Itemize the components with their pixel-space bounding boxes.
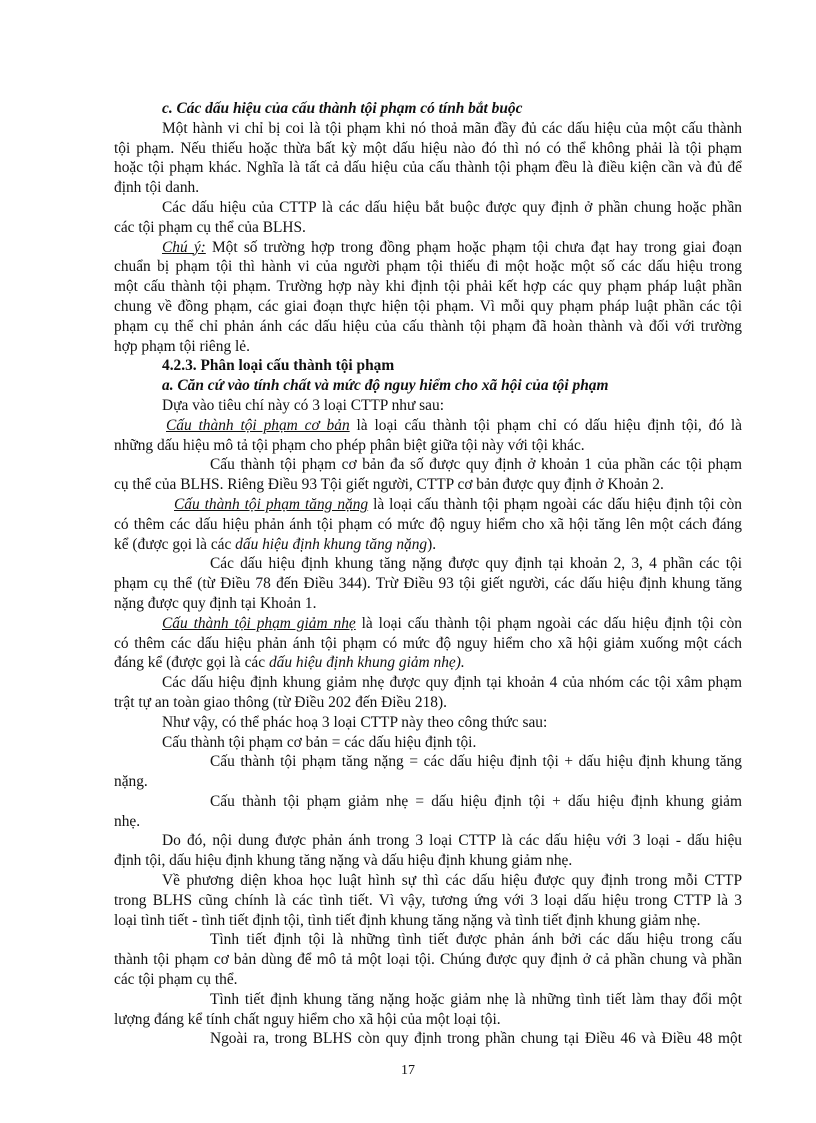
paragraph-line: Ngoài ra, trong BLHS còn quy định trong phần chung tại Điều 46 và Điều 48 một <box>210 1030 742 1048</box>
paragraph-line: có thêm các dấu hiệu phản ánh tội phạm có mức độ nguy hiểm cho xã hội giảm xuống một cách <box>114 634 742 652</box>
mitigated-signs-term: dấu hiệu định khung giảm nhẹ). <box>268 654 465 672</box>
paragraph-line: kể (được gọi là các dấu hiệu định khung tăng nặng). <box>114 535 437 553</box>
aggravated-term: Cấu thành tội phạm tăng nặng <box>174 495 369 513</box>
paragraph-line: trong BLHS cũng chính là các tình tiết. Vì vậy, tương ứng với 3 loại dấu hiệu trong CTTP là 3 <box>114 891 742 909</box>
basic-definition-line: Cấu thành tội phạm cơ bản là loại cấu thành tội phạm chỉ có dấu hiệu định tội, đó là <box>166 416 743 434</box>
aggravated-signs-term: dấu hiệu định khung tăng nặng <box>235 535 428 553</box>
formula-aggravated-cont: nặng. <box>114 773 148 791</box>
basic-term: Cấu thành tội phạm cơ bản <box>166 416 350 434</box>
paragraph-line: nặng được quy định tại Khoản 1. <box>114 594 317 612</box>
section-heading-423: 4.2.3. Phân loại cấu thành tội phạm <box>162 357 395 375</box>
formula-basic: Cấu thành tội phạm cơ bản = các dấu hiệu định tội. <box>162 733 477 751</box>
paragraph-line: hợp phạm tội riêng lẻ. <box>114 337 250 355</box>
paragraph-line: Dựa vào tiêu chí này có 3 loại CTTP như sau: <box>162 396 444 414</box>
aggravated-definition-line: Cấu thành tội phạm tăng nặng là loại cấu thành tội phạm ngoài các dấu hiệu định tội còn <box>174 495 742 513</box>
paragraph-line: đáng kể (được gọi là các dấu hiệu định khung giảm nhẹ). <box>114 654 465 672</box>
paragraph-line: Các dấu hiệu của CTTP là các dấu hiệu bắt buộc được quy định ở phần chung hoặc phần <box>162 198 742 216</box>
section-heading-a: a. Căn cứ vào tính chất và mức độ nguy hiểm cho xã hội của tội phạm <box>162 377 609 395</box>
paragraph-line: cụ thể của BLHS. Riêng Điều 93 Tội giết người, CTTP cơ bản được quy định ở Khoản 2. <box>114 476 664 494</box>
paragraph-line: Về phương diện khoa học luật hình sự thì các dấu hiệu được quy định trong mỗi CTTP <box>162 872 742 890</box>
paragraph-line: Tình tiết định khung tăng nặng hoặc giảm nhẹ là những tình tiết làm thay đổi một <box>210 990 742 1008</box>
paragraph-line: Như vậy, có thể phác hoạ 3 loại CTTP này theo công thức sau: <box>162 713 548 731</box>
paragraph-line: Do đó, nội dung được phản ánh trong 3 loại CTTP là các dấu hiệu với 3 loại - dấu hiệu <box>162 832 742 850</box>
section-heading-c: c. Các dấu hiệu của cấu thành tội phạm có tính bắt buộc <box>162 100 523 117</box>
paragraph-line: các tội phạm cụ thể của BLHS. <box>114 218 306 236</box>
mitigated-term: Cấu thành tội phạm giảm nhẹ <box>162 614 356 632</box>
mitigated-definition-line: Cấu thành tội phạm giảm nhẹ là loại cấu thành tội phạm ngoài các dấu hiệu định tội còn <box>162 614 743 632</box>
paragraph-line: Cấu thành tội phạm cơ bản đa số được quy định ở khoản 1 của phần các tội phạm <box>210 456 742 474</box>
formula-aggravated: Cấu thành tội phạm tăng nặng = các dấu hiệu định tội + dấu hiệu định khung tăng <box>210 753 742 771</box>
paragraph-line: Tình tiết định tội là những tình tiết được phản ánh bởi các dấu hiệu trong cấu <box>210 931 742 949</box>
paragraph-line: phạm cụ thể (từ Điều 78 đến Điều 344). Trừ Điều 93 tội giết người, các dấu hiệu định khung tăng <box>114 575 742 593</box>
paragraph-line: những dấu hiệu mô tả tội phạm cho phép phân biệt giữa tội này với tội khác. <box>114 436 585 454</box>
paragraph-line: định tội danh. <box>114 179 200 197</box>
paragraph-line: Các dấu hiệu định khung giảm nhẹ được quy định tại khoản 4 của nhóm các tội xâm phạm <box>162 674 742 692</box>
paragraph-line: lượng đáng kể tính chất nguy hiểm cho xã hội của một loại tội. <box>114 1010 501 1028</box>
paragraph-line: chung về đồng phạm, các giai đoạn thực hiện tội phạm. Vì mỗi quy phạm pháp luật phần các tội <box>114 297 742 315</box>
paragraph-line: tội phạm. Nếu thiếu hoặc thừa bất kỳ một dấu hiệu nào đó thì nó có thể không phải là tội phạm <box>114 139 742 157</box>
paragraph-line: các tội phạm cụ thể. <box>114 971 238 989</box>
paragraph-line: định tội, dấu hiệu định khung tăng nặng và dấu hiệu định khung giảm nhẹ. <box>114 852 573 870</box>
formula-mitigated-cont: nhẹ. <box>114 812 141 830</box>
paragraph-line: chuẩn bị phạm tội thì hành vi của người phạm tội thiếu đi một hoặc một số các dấu hiệu trong <box>114 258 742 276</box>
paragraph-line: phạm cụ thể chỉ phản ánh các dấu hiệu của cấu thành tội phạm đã hoàn thành và đối với trường <box>114 317 742 335</box>
paragraph-line: hoặc tội phạm khác. Nghĩa là tất cả dấu hiệu của cấu thành tội phạm đều là điều kiện cần và đủ để <box>114 159 742 177</box>
formula-mitigated: Cấu thành tội phạm giảm nhẹ = dấu hiệu định tội + dấu hiệu định khung giảm <box>210 792 742 810</box>
paragraph-line: thành tội phạm cơ bản dùng để mô tả một loại tội. Chúng được quy định ở cả phần chung và phần <box>114 951 742 969</box>
note-label: Chú ý: <box>162 238 206 256</box>
paragraph-line: Các dấu hiệu định khung tăng nặng được quy định tại khoản 2, 3, 4 phần các tội <box>210 555 742 573</box>
note-paragraph-line: Chú ý: Một số trường hợp trong đồng phạm hoặc phạm tội chưa đạt hay trong giai đoạn <box>162 238 742 256</box>
page-number: 17 <box>401 1063 415 1078</box>
paragraph-line: một cấu thành tội phạm. Trường hợp này khi định tội phải kết hợp các quy phạm pháp luật phần <box>114 278 742 296</box>
paragraph-line: loại tình tiết - tình tiết định tội, tình tiết định khung tăng nặng và tình tiết định khung giảm nhẹ. <box>114 911 701 929</box>
paragraph-line: trật tự an toàn giao thông (từ Điều 202 đến Điều 218). <box>114 693 447 711</box>
document-page <box>114 99 742 1049</box>
paragraph-line: Một hành vi chỉ bị coi là tội phạm khi nó thoả mãn đầy đủ các dấu hiệu của một cấu thành <box>162 119 742 137</box>
paragraph-line: có thêm các dấu hiệu phản ánh tội phạm có mức độ nguy hiểm cho xã hội tăng lên một cách đáng <box>114 515 742 533</box>
